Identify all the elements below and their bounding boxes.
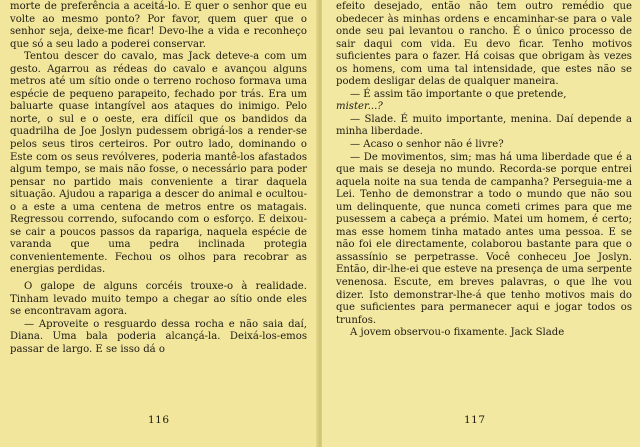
paragraph: O galope de alguns corcéis trouxe-o à realidade. Tinham levado muito tempo a chegar ao sítio onde eles se encontravam agora. xyxy=(10,281,307,318)
left-page xyxy=(0,0,318,447)
paragraph: — É assim tão importante o que pretende, xyxy=(350,88,567,100)
italic-text: mister...? xyxy=(336,101,383,113)
right-page-text xyxy=(336,1,632,340)
paragraph: efeito desejado, então não tem outro remédio que obedecer às minhas ordens e encaminhar-se para o vale onde seu pai levantou o rancho. É o único processo de sair daqui com vida. Eu devo ficar. Tenho motivos suficientes para o fazer. Há coisas que obrigam às vezes os homens, com uma tal intensidade, que estes não se podem desligar delas de qualquer maneira. xyxy=(336,1,632,88)
page-number: 117 xyxy=(464,414,486,426)
paragraph: — Slade. É muito importante, menina. Daí depende a minha liberdade. xyxy=(336,113,632,138)
paragraph: morte de preferência a aceitá-lo. E quer o senhor que eu volte ao mesmo ponto? Por favor, quem quer que o senhor seja, deixe-me ficar! Devo-lhe a vida e reconheço que só a seu lado a poderei conservar. xyxy=(10,1,307,50)
left-page-text xyxy=(10,1,307,356)
paragraph: — Aproveite o resguardo dessa rocha e não saia daí, Diana. Uma bala poderia alcançá-la. Deixá-los-emos passar de largo. E se isso dá o xyxy=(10,318,307,355)
paragraph: Tentou descer do cavalo, mas Jack deteve-a com um gesto. Agarrou as rédeas do cavalo e avançou alguns metros até um sítio onde o terreno rochoso formava uma espécie de pequeno parapeito, fechado por trás. Era um baluarte quase intangível aos ataques do inimigo. Pelo norte, o sul e o oeste, era difícil que os bandidos da quadrilha de Joe Joslyn pudessem obrigá-los a render-se pelos seus tiros certeiros. Por outro lado, dominando o Este com os seus revólveres, poderia mantê-los afastados algum tempo, se mais não fosse, o necessário para poder pensar no partido mais conveniente a tirar daquela situação. Ajudou a rapariga a descer do animal e ocultou-o a este a uma centena de metros entre os matagais. Regressou correndo, sufocando com o esforço. E deixou-se cair a poucos passos da rapariga, naquela espécie de varanda que uma pedra inclinada protegia convenientemente. Fechou os olhos para recobrar as energias perdidas. xyxy=(10,51,307,276)
paragraph: A jovem observou-o fixamente. Jack Slade xyxy=(350,327,565,339)
right-page xyxy=(322,0,640,447)
page-number: 116 xyxy=(148,414,170,426)
paragraph xyxy=(336,101,632,114)
paragraph: — De movimentos, sim; mas há uma liberdade que é a que mais se deseja no mundo. Recorda-se porque entrei aquela noite na sua tenda de campanha? Perseguia-me a Lei. Tenho de demonstrar a todo o mundo que não sou um delinquente, que nunca cometi crimes para que me pusessem a cabeça a prémio. Matei um homem, é certo; mas esse homem tinha matado antes uma pessoa. E se não foi ele directamente, colaborou bastante para que o assassínio se perpetrasse. Você conheceu Joe Joslyn. Então, dir-lhe-ei que esteve na presença de uma serpente venenosa. Escute, em breves palavras, o que lhe vou dizer. Isto demonstrar-lhe-á que tenho motivos mais do que suficientes para permanecer aqui e jogar todos os trunfos. xyxy=(336,151,632,326)
paragraph: — Acaso o senhor não é livre? xyxy=(350,139,504,151)
